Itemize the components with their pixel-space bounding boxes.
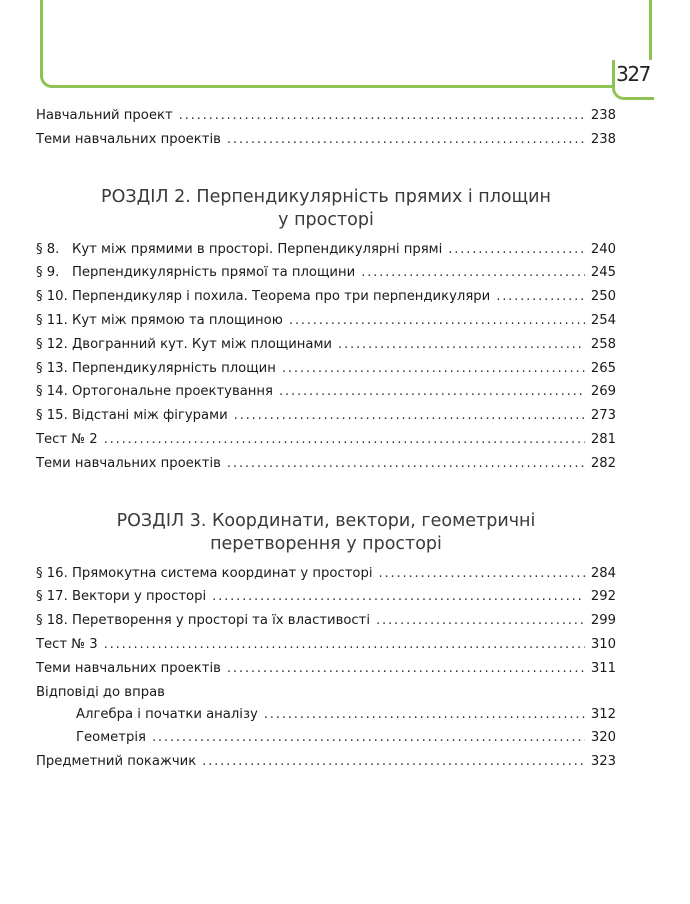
toc-leader-dots [104,637,585,652]
toc-page: 250 [590,289,616,305]
toc-page: 258 [590,336,616,352]
header-frame-right-edge [649,0,652,60]
answers-heading [36,685,616,707]
toc-label: Ортогональне проектування [72,384,273,400]
toc-row[interactable] [36,361,616,385]
section-2-title-line2: у просторі [278,209,374,230]
toc-label: Тест № 2 [36,431,98,447]
toc-label: Теми навчальних проектів [36,131,221,147]
toc-page: 284 [590,565,616,581]
toc-row-project-topics[interactable] [36,456,616,480]
toc-row[interactable] [36,242,616,266]
toc-leader-dots [179,108,585,123]
toc-page: 320 [590,730,616,746]
toc-page: 265 [590,360,616,376]
toc-label: Теми навчальних проектів [36,455,221,471]
toc-row-project-topics[interactable] [36,661,616,685]
header-frame [40,0,650,88]
section-3-title-line2: перетворення у просторі [210,533,442,554]
toc-leader-dots [289,313,585,328]
toc-row-test-2[interactable] [36,432,616,456]
toc-label: Відстані між фігурами [72,408,228,424]
table-of-contents [36,108,616,778]
toc-label: Предметний покажчик [36,754,197,770]
toc-leader-dots [376,613,585,628]
toc-leader-dots [202,754,585,769]
toc-page: 273 [590,408,616,424]
toc-page: 240 [590,241,616,257]
toc-page: 310 [590,636,616,652]
toc-row-answers-algebra[interactable] [36,707,616,731]
toc-leader-dots [227,456,585,471]
toc-row[interactable] [36,613,616,637]
toc-leader-dots [338,337,585,352]
toc-leader-dots [279,384,585,399]
toc-row-test-3[interactable] [36,637,616,661]
toc-label: Геометрія [76,730,146,746]
toc-page: 254 [590,312,616,328]
page-number: 327 [616,62,650,86]
toc-section-number: § 17. [36,589,68,605]
toc-row[interactable] [36,408,616,432]
toc-row-subject-index[interactable] [36,754,616,778]
toc-page: 281 [590,431,616,447]
toc-page: 245 [590,265,616,281]
toc-page: 311 [590,660,616,676]
answers-heading-label: Відповіді до вправ [36,684,165,700]
toc-section-number: § 18. [36,613,68,629]
toc-page: 282 [590,455,616,471]
toc-row-project[interactable] [36,108,616,132]
section-3-title-line1: РОЗДІЛ 3. Координати, вектори, геометричні [116,510,536,531]
toc-row[interactable] [36,313,616,337]
toc-row[interactable] [36,265,616,289]
toc-row-answers-geometry[interactable] [36,730,616,754]
toc-leader-dots [104,432,585,447]
toc-row[interactable] [36,384,616,408]
toc-row-project-topics[interactable] [36,132,616,156]
toc-label: Тест № 3 [36,636,98,652]
toc-label: Прямокутна система координат у просторі [72,565,373,581]
toc-label: Теми навчальних проектів [36,660,221,676]
toc-section-number: § 11. [36,312,68,328]
toc-leader-dots [227,661,585,676]
toc-leader-dots [212,589,585,604]
toc-leader-dots [152,730,585,745]
toc-section-number: § 8. [36,241,60,257]
section-3-title [36,510,616,556]
toc-section-number: § 16. [36,565,68,581]
section-2-title-line1: РОЗДІЛ 2. Перпендикулярність прямих і площин [101,186,551,207]
toc-label: Кут між прямою та площиною [72,312,283,328]
toc-leader-dots [227,132,585,147]
toc-page: 299 [590,613,616,629]
toc-row[interactable] [36,337,616,361]
toc-leader-dots [448,242,585,257]
toc-label: Кут між прямими в просторі. Перпендикулярні прямі [72,241,443,257]
toc-leader-dots [496,289,585,304]
toc-page: 238 [590,131,616,147]
toc-leader-dots [361,265,585,280]
toc-section-number: § 14. [36,384,68,400]
toc-section-number: § 15. [36,408,68,424]
toc-section-number: § 9. [36,265,60,281]
toc-label: Перпендикулярність площин [72,360,276,376]
toc-row[interactable] [36,566,616,590]
toc-leader-dots [234,408,585,423]
toc-page: 312 [590,706,616,722]
section-2-title [36,186,616,232]
toc-section-number: § 13. [36,360,68,376]
toc-row[interactable] [36,289,616,313]
toc-section-number: § 12. [36,336,68,352]
toc-label: Двогранний кут. Кут між площинами [72,336,332,352]
toc-leader-dots [282,361,585,376]
toc-page: 269 [590,384,616,400]
toc-label: Навчальний проект [36,108,173,123]
toc-label: Перетворення у просторі та їх властивості [72,613,371,629]
toc-label: Алгебра і початки аналізу [76,706,258,722]
toc-page: 238 [590,108,616,123]
toc-page: 292 [590,589,616,605]
toc-leader-dots [264,707,585,722]
toc-leader-dots [379,566,585,581]
toc-section-number: § 10. [36,289,68,305]
toc-row[interactable] [36,589,616,613]
toc-label: Вектори у просторі [72,589,207,605]
toc-page: 323 [590,754,616,770]
toc-label: Перпендикулярність прямої та площини [72,265,356,281]
toc-label: Перпендикуляр і похила. Теорема про три перпендикуляри [72,289,491,305]
